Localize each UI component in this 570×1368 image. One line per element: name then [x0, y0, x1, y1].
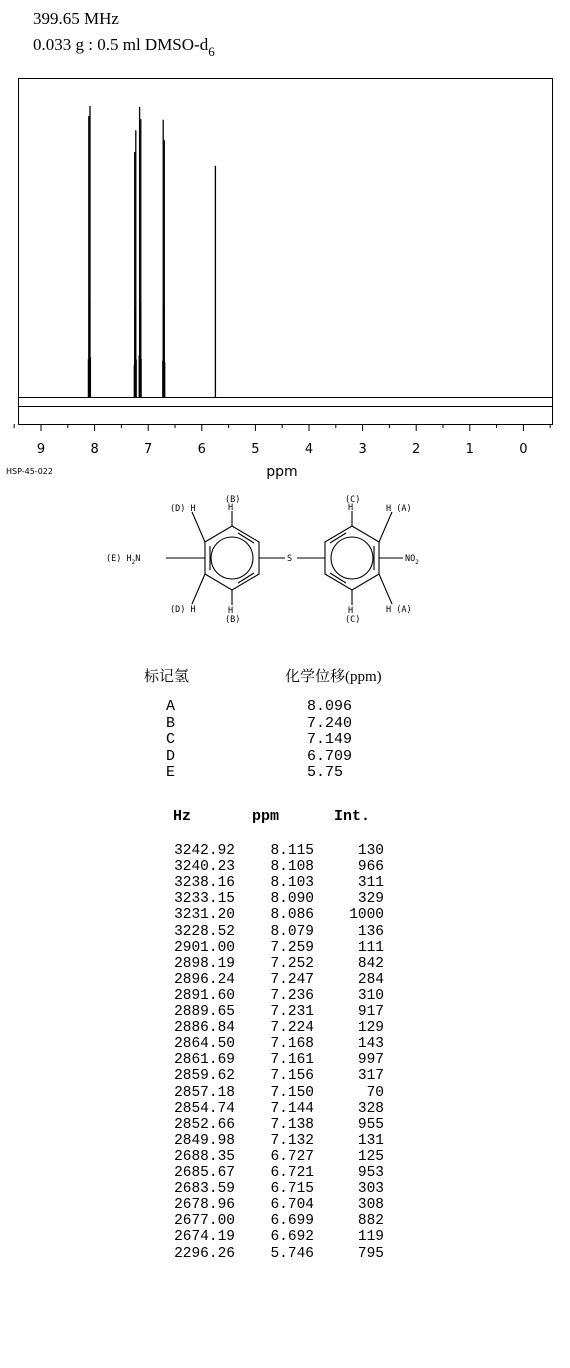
peak-int: 310	[357, 987, 384, 1004]
x-tick-label: 2	[412, 442, 421, 457]
right-benzene-ring	[325, 526, 379, 590]
peak-ppm: 6.727	[270, 1148, 314, 1165]
label-c-bottom-h: H	[348, 606, 354, 616]
x-tick-label: 6	[197, 442, 206, 457]
peak-ppm: 8.115	[270, 843, 314, 859]
peak-int: 136	[357, 923, 384, 940]
peak-ppm: 8.090	[270, 891, 314, 908]
peak-header-int: Int.	[334, 808, 371, 825]
bonds	[166, 511, 403, 605]
peak-hz: 2857.18	[174, 1084, 235, 1101]
peak-ppm: 7.150	[270, 1084, 314, 1101]
spectrometer-frequency: 399.65 MHz	[33, 9, 119, 28]
peak-hz: 2861.69	[174, 1052, 235, 1069]
peak-int: 329	[357, 891, 384, 908]
sample-text: 0.033 g : 0.5 ml DMSO-d	[33, 35, 209, 54]
assignment-label: C	[166, 731, 176, 749]
label-b-bottom-h: H	[228, 606, 234, 616]
x-tick-label: 1	[465, 442, 474, 457]
peak-hz: 2864.50	[174, 1036, 235, 1053]
peak-ppm: 8.086	[270, 907, 314, 924]
x-tick-label-group	[37, 442, 528, 457]
peak-ppm: 6.699	[270, 1213, 314, 1230]
peak-hz: 2685.67	[174, 1165, 235, 1181]
assignment-shift: 8.096	[307, 698, 353, 715]
peak-hz: 2678.96	[174, 1197, 235, 1214]
assignment-shift: 6.709	[307, 747, 353, 765]
label-a-top: H (A)	[386, 504, 412, 514]
peak-int: 953	[357, 1165, 384, 1181]
peak-hz: 3242.92	[174, 843, 235, 859]
label-e	[106, 554, 140, 566]
peak-ppm: 6.715	[270, 1181, 314, 1198]
x-tick-group	[14, 424, 550, 431]
peak-int: 966	[357, 859, 384, 876]
peak-hz: 2674.19	[174, 1229, 235, 1246]
peak-int: 795	[357, 1245, 384, 1262]
peak-hz: 2889.65	[174, 1004, 235, 1020]
peak-int: 143	[357, 1036, 384, 1053]
peak-ppm: 6.704	[270, 1197, 314, 1214]
peak-int: 328	[357, 1100, 384, 1117]
peak-ppm: 7.247	[270, 971, 314, 988]
spectrum-code: HSP-45-022	[6, 467, 53, 476]
peak-ppm: 7.224	[270, 1020, 314, 1037]
peak-int: 882	[357, 1213, 384, 1230]
assignment-label: A	[166, 698, 176, 715]
peak-int: 955	[357, 1116, 384, 1133]
label-b-top-paren: (B)	[225, 495, 241, 505]
nmr-spectrum-chart	[0, 0, 570, 480]
peak-int: 317	[357, 1068, 384, 1085]
peak-int: 308	[357, 1197, 384, 1214]
peak-hz: 3238.16	[174, 875, 235, 892]
x-tick-label: 4	[304, 442, 314, 457]
label-no-sub: 2	[415, 559, 419, 566]
label-e-n: N	[135, 554, 141, 564]
label-e-sub: 2	[131, 559, 136, 566]
peak-hz: 2683.59	[174, 1181, 235, 1198]
peak-int: 842	[357, 955, 384, 972]
label-c-bottom-paren: (C)	[345, 615, 361, 625]
peak-hz: 2898.19	[174, 955, 235, 972]
peak-ppm: 6.721	[270, 1165, 314, 1181]
peak-hz: 2901.00	[174, 939, 235, 956]
peak-int: 303	[357, 1181, 384, 1198]
assignment-header-label: 标记氢	[144, 669, 190, 685]
assignment-label: D	[166, 747, 176, 765]
peak-int: 119	[357, 1229, 384, 1246]
label-b-bottom-paren: (B)	[225, 615, 241, 625]
sample-subscript: 6	[208, 44, 215, 59]
peak-ppm: 7.252	[270, 955, 314, 972]
peak-int: 131	[357, 1132, 384, 1149]
peak-ppm: 8.108	[270, 859, 314, 876]
label-a-bottom: H (A)	[386, 605, 412, 615]
x-tick-label: 3	[358, 442, 367, 457]
peak-int: 1000	[349, 907, 384, 924]
peak-hz: 3233.15	[174, 891, 235, 908]
label-sulfur: S	[287, 554, 293, 564]
peak-hz: 3240.23	[174, 859, 235, 876]
peak-ppm: 7.231	[270, 1004, 314, 1020]
peak-ppm: 6.692	[270, 1229, 314, 1246]
plot-frame	[19, 79, 553, 425]
peak-ppm: 7.132	[270, 1132, 314, 1149]
label-e-text: (E) H	[106, 554, 132, 564]
x-tick-label: 7	[144, 442, 153, 457]
assignment-shift: 7.240	[307, 714, 353, 732]
peak-hz: 2891.60	[174, 987, 235, 1004]
x-axis-label: ppm	[266, 464, 298, 480]
peak-int: 125	[357, 1148, 384, 1165]
peak-ppm: 7.168	[270, 1036, 314, 1053]
peak-ppm: 8.103	[270, 875, 314, 892]
label-b-top-h: H	[228, 503, 234, 513]
peak-hz: 2296.26	[174, 1245, 235, 1262]
peak-ppm: 7.156	[270, 1068, 314, 1085]
peak-ppm: 5.746	[270, 1245, 314, 1262]
x-tick-label: 8	[90, 442, 99, 457]
peak-ppm: 8.079	[270, 923, 314, 940]
peak-hz: 2859.62	[174, 1068, 235, 1085]
assignment-label: B	[166, 714, 176, 732]
assignment-shift: 5.75	[307, 764, 344, 782]
peak-hz: 2854.74	[174, 1100, 235, 1117]
peak-int: 917	[357, 1004, 384, 1020]
peak-hz: 2896.24	[174, 971, 235, 988]
peak-hz: 3228.52	[174, 923, 235, 940]
left-benzene-ring	[205, 526, 259, 590]
peak-int: 311	[357, 875, 384, 892]
label-d-top: (D) H	[170, 504, 196, 514]
label-c-top-paren: (C)	[345, 495, 361, 505]
peak-ppm: 7.236	[270, 987, 314, 1004]
assignment-label: E	[166, 764, 176, 782]
label-c-top-h: H	[348, 503, 354, 513]
peak-hz: 2852.66	[174, 1116, 235, 1133]
peak-hz: 2886.84	[174, 1020, 235, 1037]
peak-int: 130	[357, 843, 384, 859]
peak-header-hz: Hz	[173, 808, 192, 825]
peak-ppm: 7.161	[270, 1052, 314, 1069]
peak-int: 70	[366, 1084, 384, 1101]
peak-group	[88, 106, 215, 397]
peak-hz: 2849.98	[174, 1132, 235, 1149]
peak-header-ppm: ppm	[252, 808, 280, 825]
label-no-text: NO	[405, 554, 416, 564]
peak-int: 284	[357, 971, 384, 988]
peak-int: 997	[357, 1052, 384, 1069]
peak-int: 111	[357, 939, 384, 956]
x-tick-label: 0	[519, 442, 528, 457]
peak-ppm: 7.138	[270, 1116, 314, 1133]
peak-hz: 3231.20	[174, 907, 235, 924]
peak-int: 129	[357, 1020, 384, 1037]
peak-ppm: 7.259	[270, 939, 314, 956]
peak-hz: 2677.00	[174, 1213, 235, 1230]
x-tick-label: 9	[36, 442, 46, 457]
assignment-shift: 7.149	[307, 731, 353, 749]
label-d-bottom: (D) H	[170, 605, 196, 615]
molecular-structure	[100, 488, 460, 668]
peak-hz: 2688.35	[174, 1148, 235, 1165]
assignment-header-shift: 化学位移(ppm)	[285, 669, 382, 685]
label-nitro	[405, 554, 419, 566]
x-tick-label: 5	[251, 442, 260, 457]
peak-ppm: 7.144	[270, 1100, 314, 1117]
